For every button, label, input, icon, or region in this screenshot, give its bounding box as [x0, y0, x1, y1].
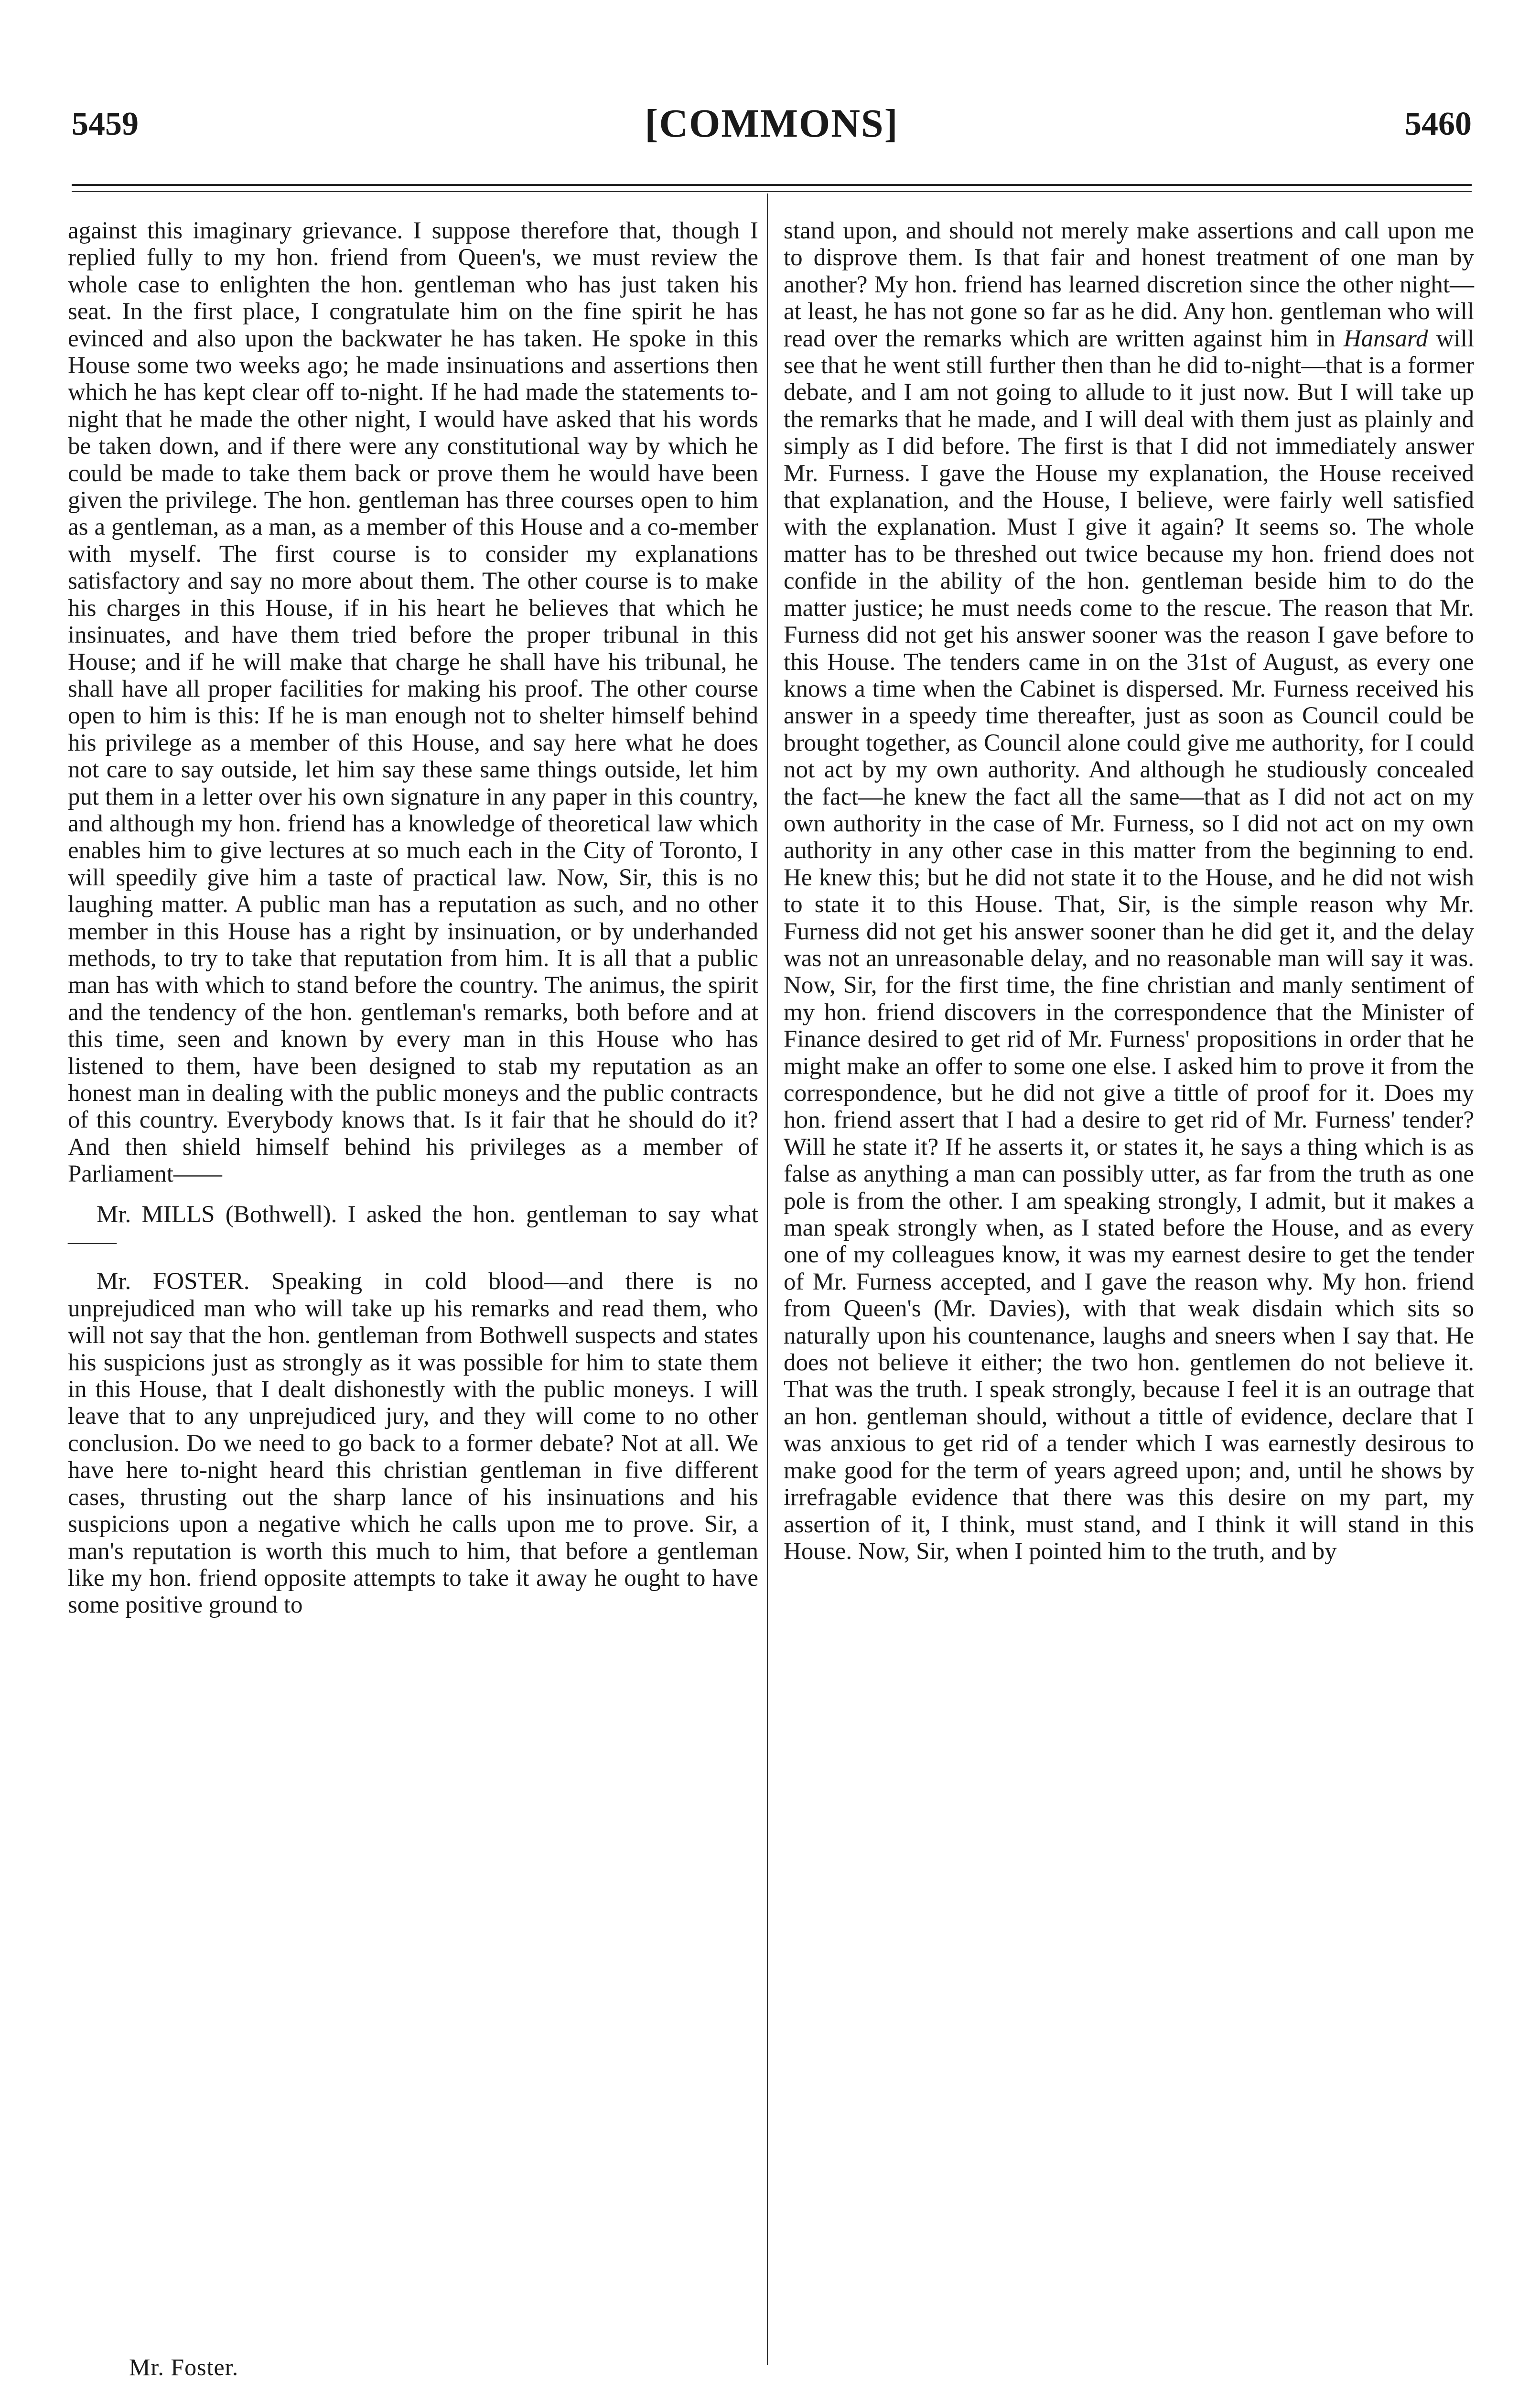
header-rule-thin	[72, 191, 1472, 192]
page-title: [COMMONS]	[645, 101, 899, 146]
left-paragraph-2: Mr. MILLS (Bothwell). I asked the hon. gentleman to say what——	[68, 1201, 758, 1255]
footer-speaker: Mr. Foster.	[129, 2354, 239, 2380]
left-paragraph-3: Mr. FOSTER. Speaking in cold blood—and there is no unprejudiced man who will take up his remarks and read them, who will not say that the hon. gentleman from Bothwell suspects and states his suspicions just as strongly as it was possible for him to state them in this House, that I dealt dishonestly with the public moneys. I will leave that to any unprejudiced jury, and they will come to no other conclusion. Do we need to go back to a former debate? Not at all. We have here to-night heard this christian gentleman in five different cases, thrusting out the sharp lance of his insinuations and his suspicions upon a negative which he calls upon me to prove. Sir, a man's reputation is worth this much to him, that before a gentleman like my hon. friend opposite attempts to take it away he ought to have some positive ground to	[68, 1268, 758, 1619]
column-divider	[767, 194, 768, 2365]
left-page-number: 5459	[72, 106, 139, 142]
header-rule-thick	[72, 184, 1472, 186]
page-header	[72, 96, 1472, 153]
left-column	[68, 217, 758, 1619]
right-page-number: 5460	[1405, 106, 1472, 142]
hansard-italic: Hansard	[1343, 325, 1428, 352]
right-paragraph-1-part-b: will see that he went still further then than he did to-night—that is a former debate, and I am not going to allude to it just now. But I will take up the remarks that he made, and I will deal with them just as plainly and simply as I did before. The first is that I did not immediately answer Mr. Furness. I gave the House my explanation, the House received that explanation, and the House, I believe, were fairly well satisfied with the explanation. Must I give it again? It seems so. The whole matter has to be threshed out twice because my hon. friend does not confide in the ability of the hon. gentleman beside him to do the matter justice; he must needs come to the rescue. The reason that Mr. Furness did not get his answer sooner was the reason I gave before to this House. The tenders came in on the 31st of August, as every one knows a time when the Cabinet is dispersed. Mr. Furness received his answer in a speedy time thereafter, just as soon as Council could be brought together, as Council alone could give me authority, for I could not act by my own authority. And although he studiously concealed the fact—he knew the fact all the same—that as I did not act on my own authority in the case of Mr. Furness, so I did not act on my own authority in any other case in this matter from the beginning to end. He knew this; but he did not state it to the House, and he did not wish to state it to this House. That, Sir, is the simple reason why Mr. Furness did not get his answer sooner than he did get it, and the delay was not an unreasonable delay, and no reasonable man will say it was. Now, Sir, for the first time, the fine christian and manly sentiment of my hon. friend discovers in the correspondence that the Minister of Finance desired to get rid of Mr. Furness' propositions in order that he might make an offer to some one else. I asked him to prove it from the correspondence, but he did not give a tittle of proof for it. Does my hon. friend assert that I had a desire to get rid of Mr. Furness' tender? Will he state it? If he asserts it, or states it, he says a thing which is as false as anything a man can possibly utter, as far from the truth as one pole is from the other. I am speaking strongly, I admit, but it makes a man speak strongly when, as I stated before the House, and as every one of my colleagues know, it was my earnest desire to get the tender of Mr. Furness accepted, and I gave the reason why. My hon. friend from Queen's (Mr. Davies), with that weak disdain which sits so naturally upon his countenance, laughs and sneers when I say that. He does not believe it either; the two hon. gentlemen do not believe it. That was the truth. I speak strongly, because I feel it is an outrage that an hon. gentleman should, without a tittle of evidence, declare that I was anxious to get rid of a tender which I was earnestly desirous to make good for the term of years agreed upon; and, until he shows by irrefragable evidence that there was this desire on my part, my assertion of it, I think, must stand, and I think it will stand in this House. Now, Sir, when I pointed him to the truth, and by	[784, 325, 1474, 1565]
left-paragraph-1: against this imaginary grievance. I suppose therefore that, though I replied fully to my hon. friend from Queen's, we must review the whole case to enlighten the hon. gentleman who has just taken his seat. In the first place, I congratulate him on the fine spirit he has evinced and also upon the backwater he has taken. He spoke in this House some two weeks ago; he made insinuations and assertions then which he has kept clear off to-night. If he had made the statements to-night that he made the other night, I would have asked that his words be taken down, and if there were any constitutional way by which he could be made to take them back or prove them he would have been given the privilege. The hon. gentleman has three courses open to him as a gentleman, as a man, as a member of this House and a co-member with myself. The first course is to consider my explanations satisfactory and say no more about them. The other course is to make his charges in this House, if in his heart he believes that which he insinuates, and have them tried before the proper tribunal in this House; and if he will make that charge he shall have his tribunal, he shall have all proper facilities for making his proof. The other course open to him is this: If he is man enough not to shelter himself behind his privilege as a member of this House, and say here what he does not care to say outside, let him say these same things outside, let him put them in a letter over his own signature in any paper in this country, and although my hon. friend has a knowledge of theoretical law which enables him to give lectures at so much each in the City of Toronto, I will speedily give him a taste of practical law. Now, Sir, this is no laughing matter. A public man has a reputation as such, and no other member in this House has a right by insinuation, or by underhanded methods, to try to take that reputation from him. It is all that a public man has with which to stand before the country. The animus, the spirit and the tendency of the hon. gentleman's remarks, both before and at this time, seen and known by every man in this House who has listened to them, have been designed to stab my reputation as an honest man in dealing with the public moneys and the public contracts of this country. Everybody knows that. Is it fair that he should do it? And then shield himself behind his privileges as a member of Parliament——	[68, 217, 758, 1188]
right-paragraph-1	[784, 217, 1474, 1565]
right-paragraph-1-part-a: stand upon, and should not merely make assertions and call upon me to disprove them. Is that fair and honest treatment of one man by another? My hon. friend has learned discretion since the other night—at least, he has not gone so far as he did. Any hon. gentleman who will read over the remarks which are written against him in	[784, 217, 1474, 352]
right-column	[784, 217, 1474, 1565]
